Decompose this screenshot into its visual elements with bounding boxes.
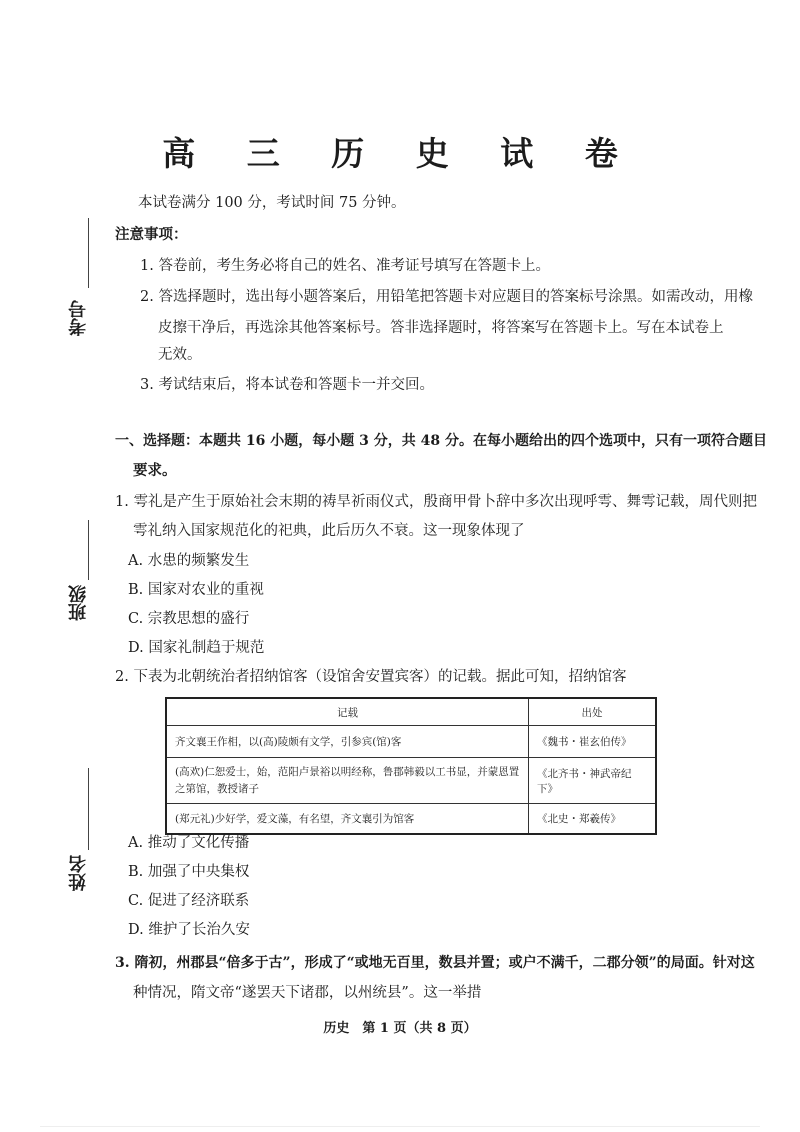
table-cell-source: 《北齐书・神武帝纪下》 (529, 758, 657, 804)
q1-stem: 1. 雩礼是产生于原始社会末期的祷旱祈雨仪式，殷商甲骨卜辞中多次出现呼雩、舞雩记载，周代则把 (115, 494, 757, 510)
note-2-cont-2: 无效。 (158, 347, 202, 363)
label-exam-number: 考号 (68, 300, 89, 336)
page-title: 高 三 历 史 试 卷 (162, 134, 638, 173)
q3-stem-cont: 种情况，隋文帝“遂罢天下诸郡，以州统县”。这一举措 (133, 985, 482, 1001)
q1-option-c: C. 宗教思想的盛行 (128, 611, 250, 627)
table-row (166, 726, 656, 758)
intro-text: 本试卷满分 100 分，考试时间 75 分钟。 (138, 195, 406, 211)
table-row (166, 758, 656, 804)
table-header-source: 出处 (529, 698, 657, 726)
section-heading-cont: 要求。 (133, 462, 177, 479)
q2-option-c: C. 促进了经济联系 (128, 893, 250, 909)
bottom-edge (40, 1126, 760, 1127)
note-3: 3. 考试结束后，将本试卷和答题卡一并交回。 (140, 377, 434, 393)
table-cell-record: (高欢)仁恕爱士，始，范阳卢景裕以明经称，鲁郡韩毅以工书显，并蒙恩置之第馆，教授诸子 (166, 758, 529, 804)
page-footer: 历史 第 1 页（共 8 页） (323, 1021, 477, 1036)
table-cell-source: 《魏书・崔玄伯传》 (529, 726, 657, 758)
label-name: 姓名 (68, 855, 89, 891)
section-heading: 一、选择题：本题共 16 小题，每小题 3 分，共 48 分。在每小题给出的四个选项中，只有一项符合题目 (115, 433, 767, 449)
notes-heading: 注意事项： (115, 226, 188, 243)
binding-line-name (88, 768, 89, 850)
records-table (165, 697, 657, 835)
note-1: 1. 答卷前，考生务必将自己的姓名、准考证号填写在答题卡上。 (140, 258, 550, 274)
table-cell-record: (郑元礼)少好学，爱文藻，有名望，齐文襄引为馆客 (166, 804, 529, 834)
note-2-cont: 皮擦干净后，再选涂其他答案标号。答非选择题时，将答案写在答题卡上。写在本试卷上 (158, 320, 724, 336)
table-row (166, 804, 656, 834)
q2-option-a: A. 推动了文化传播 (128, 835, 250, 851)
table-header-row (166, 698, 656, 726)
q1-stem-cont: 雩礼纳入国家规范化的祀典，此后历久不衰。这一现象体现了 (133, 523, 525, 539)
table-header-record: 记载 (166, 698, 529, 726)
binding-line-exam-number (88, 218, 89, 288)
q2-option-b: B. 加强了中央集权 (128, 864, 250, 880)
note-2: 2. 答选择题时，选出每小题答案后，用铅笔把答题卡对应题目的答案标号涂黑。如需改动，用橡 (140, 289, 753, 305)
q1-option-b: B. 国家对农业的重视 (128, 582, 264, 598)
q1-option-a: A. 水患的频繁发生 (128, 553, 250, 569)
label-class: 班级 (68, 585, 89, 621)
q3-stem: 3. 隋初，州郡县“倍多于古”，形成了“或地无百里，数县并置；或户不满千，二郡分领”的局面。针对这 (115, 955, 755, 971)
table-cell-record: 齐文襄王作相，以(高)陵颇有文学，引参宾(馆)客 (166, 726, 529, 758)
q2-option-d: D. 维护了长治久安 (128, 922, 250, 938)
table-cell-source: 《北史・郑羲传》 (529, 804, 657, 834)
q1-option-d: D. 国家礼制趋于规范 (128, 640, 265, 656)
binding-line-class (88, 520, 89, 580)
q2-stem: 2. 下表为北朝统治者招纳馆客（设馆舍安置宾客）的记载。据此可知，招纳馆客 (115, 669, 627, 685)
